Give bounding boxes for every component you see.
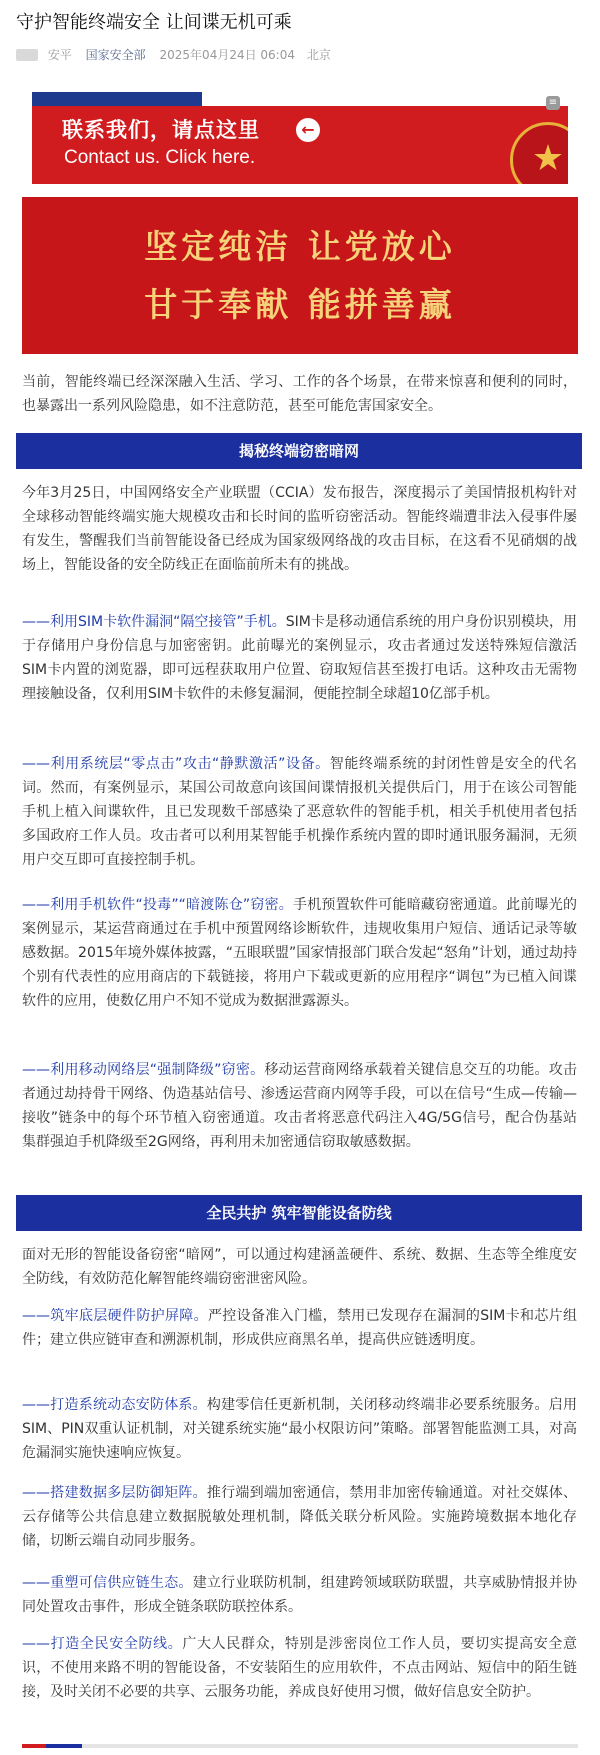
contact-banner[interactable] — [32, 92, 568, 184]
paragraph-text: 广大人民群众，特别是涉密岗位工作人员，要切实提高安全意识，不使用来路不明的智能设备，不安装陌生的应用软件，不点击网站、短信中的陌生链接，及时关闭不必要的共享、云服务功能，养成良好使用习惯，做好信息安全防护。 — [22, 1636, 578, 1700]
section-heading: 揭秘终端窃密暗网 — [16, 433, 582, 469]
intro-paragraph: 当前，智能终端已经深深融入生活、学习、工作的各个场景，在带来惊喜和便利的同时，也暴露出一系列风险隐患，如不注意防范，甚至可能危害国家安全。 — [22, 374, 577, 414]
banner-white-strip — [202, 92, 568, 106]
body-paragraph — [22, 1058, 577, 1154]
paragraph-text: 构建零信任更新机制，关闭移动终端非必要系统服务。启用SIM、PIN双重认证机制，对关键系统实施“最小权限访问”策略。部署智能监测工具，对高危漏洞实施快速响应恢复。 — [22, 1397, 578, 1461]
body-paragraph — [22, 752, 577, 872]
footer-divider — [22, 1744, 578, 1748]
article-title: 守护智能终端安全 让间谍无机可乘 — [16, 12, 292, 33]
paragraph-lead: ——利用系统层“零点击”攻击“静默激活”设备。 — [22, 756, 330, 772]
body-paragraph — [22, 1481, 577, 1553]
paragraph-text: 推行端到端加密通信，禁用非加密传输通道。对社交媒体、云存储等公共信息建立数据脱敏处理机制，降低关联分析风险。实施跨境数据本地化存储，切断云端自动同步服务。 — [22, 1485, 578, 1549]
image-badge-icon: ≡ — [546, 96, 560, 110]
account-link[interactable]: 国家安全部 — [85, 47, 146, 62]
body-paragraph — [22, 481, 577, 577]
paragraph-lead: ——利用移动网络层“强制降级”窃密。 — [22, 1062, 265, 1078]
body-paragraph — [22, 1393, 577, 1465]
paragraph-text: 移动运营商网络承载着关键信息交互的功能。攻击者通过劫持骨干网络、伪造基站信号、渗透运营商内网等手段，可以在信号“生成—传输—接收”链条中的每个环节植入窃密通道。攻击者将恶意代码注入4G/5G信号，配合伪基站集群强迫手机降级至2G网络，再利用未加密通信窃取敏感数据。 — [22, 1062, 577, 1150]
paragraph-text: 手机预置软件可能暗藏窃密通道。此前曝光的案例显示，某运营商通过在手机中预置网络诊断软件，违规收集用户短信、通话记录等敏感数据。2015年境外媒体披露，“五眼联盟”国家情报部门联合发起“怒角”计划，通过劫持个别有代表性的应用商店的下载链接，将用户下载或更新的应用程序“调包”为已植入间谍软件的应用，使数亿用户不知不觉成为数据泄露源头。 — [22, 897, 578, 1009]
paragraph-text: 面对无形的智能设备窃密“暗网”，可以通过构建涵盖硬件、系统、数据、生态等全维度安全防线，有效防范化解智能终端窃密泄密风险。 — [22, 1247, 577, 1287]
section-heading: 全民共护 筑牢智能设备防线 — [16, 1195, 582, 1231]
publish-location: 北京 — [306, 47, 331, 62]
body-paragraph — [22, 1304, 577, 1352]
paragraph-lead: ——打造全民安全防线。 — [22, 1636, 183, 1652]
party-emblem-icon: ★ — [510, 122, 568, 184]
arrow-left-icon: ← — [296, 118, 320, 142]
body-paragraph — [22, 610, 577, 706]
paragraph-text: SIM卡是移动通信系统的用户身份识别模块，用于存储用户身份信息与加密密钥。此前曝光的案例显示，攻击者通过发送特殊短信激活SIM卡内置的浏览器，即可远程获取用户位置、窃取短信甚至拨打电话。这种攻击无需物理接触设备，仅利用SIM卡软件的未修复漏洞，便能控制全球超10亿部手机。 — [22, 614, 577, 702]
original-badge-icon — [16, 49, 38, 61]
paragraph-lead: ——重塑可信供应链生态。 — [22, 1575, 193, 1591]
slogan-banner — [22, 197, 578, 354]
paragraph-text: 智能终端系统的封闭性曾是安全的代名词。然而，有案例显示，某国公司故意向该国间谍情报机关提供后门，用于在该公司智能手机上植入间谍软件，且已发现数千部感染了恶意软件的智能手机，相关手机使用者包括多国政府工作人员。攻击者可以利用某智能手机操作系统内置的即时通讯服务漏洞，无须用户交互即可直接控制手机。 — [22, 756, 578, 868]
body-paragraph — [22, 893, 577, 1013]
author-name: 安平 — [47, 47, 72, 62]
body-paragraph — [22, 1571, 577, 1619]
contact-banner-en: Contact us. Click here. — [64, 147, 256, 168]
banner-blue-strip — [32, 92, 202, 106]
paragraph-lead: ——搭建数据多层防御矩阵。 — [22, 1485, 207, 1501]
body-paragraph — [22, 1632, 577, 1704]
article-meta — [16, 44, 586, 64]
paragraph-text: 严控设备准入门槛，禁用已发现存在漏洞的SIM卡和芯片组件；建立供应链审查和溯源机制，形成供应商黑名单，提高供应链透明度。 — [22, 1308, 577, 1348]
publish-date: 2025年04月24日 06:04 — [159, 47, 295, 62]
paragraph-text: 今年3月25日，中国网络安全产业联盟（CCIA）发布报告，深度揭示了美国情报机构针对全球移动智能终端实施大规模攻击和长时间的监听窃密活动。智能终端遭非法入侵事件屡有发生，警醒我们当前智能设备已经成为国家级网络战的攻击目标，在这看不见硝烟的战场上，智能设备的安全防线正在面临前所未有的挑战。 — [22, 485, 577, 573]
paragraph-lead: ——利用手机软件“投毒”“暗渡陈仓”窃密。 — [22, 897, 294, 913]
paragraph-lead: ——利用SIM卡软件漏洞“隔空接管”手机。 — [22, 614, 286, 630]
paragraph-lead: ——打造系统动态安防体系。 — [22, 1397, 207, 1413]
body-paragraph — [22, 1243, 577, 1291]
contact-banner-cn: 联系我们，请点这里 — [62, 118, 260, 142]
paragraph-text: 建立行业联防机制，组建跨领域联防联盟，共享威胁情报并协同处置攻击事件，形成全链条联防联控体系。 — [22, 1575, 578, 1615]
paragraph-lead: ——筑牢底层硬件防护屏障。 — [22, 1308, 208, 1324]
slogan-line-2: 甘于奉献 能拼善赢 — [144, 285, 456, 324]
slogan-line-1: 坚定纯洁 让党放心 — [144, 227, 456, 266]
